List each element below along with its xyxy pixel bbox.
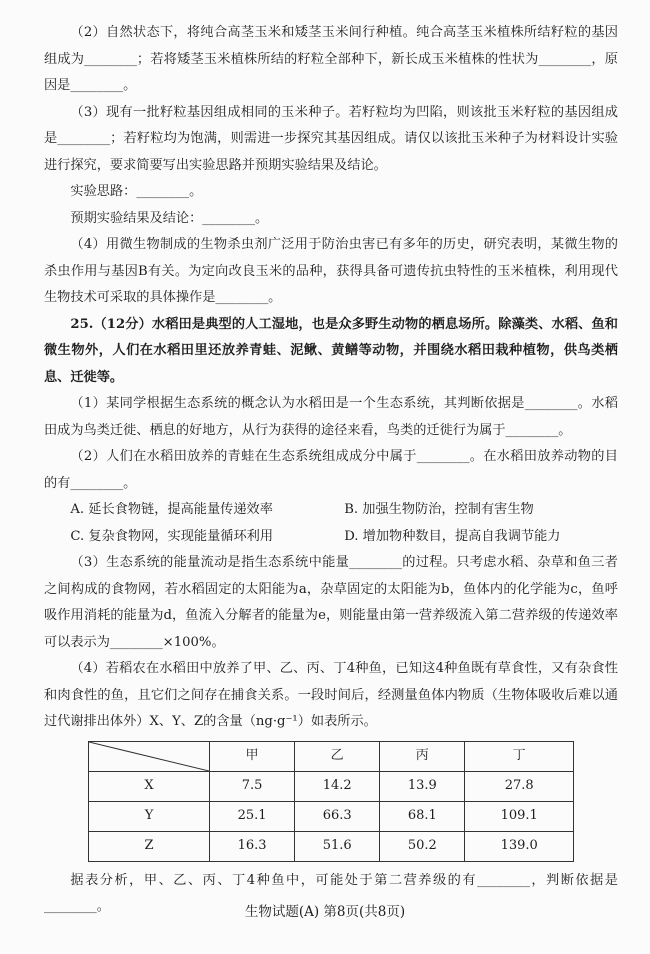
col-header: 乙 xyxy=(295,741,380,771)
q25-intro: 25.（12分）水稻田是典型的人工湿地，也是众多野生动物的栖息场所。除藻类、水稻、鱼和微生物外，人们在水稻田里还放养青蛙、泥鳅、黄鳝等动物，并围绕水稻田栽种植物，供鸟类栖息、迁徙等。 xyxy=(44,316,618,385)
q25-part3: （3）生态系统的能量流动是指生态系统中能量________的过程。只考虑水稻、杂草和鱼三者之间构成的食物网，若水稻固定的太阳能为a，杂草固定的太阳能为b，鱼体内的化学能为c，鱼呼吸作用消耗的能量为d，鱼流入分解者的能量为e，则能量由第一营养级流入第二营养级的传递效率可以表示为________×100%。 xyxy=(44,555,618,650)
table-row xyxy=(89,831,574,861)
table-cell: 68.1 xyxy=(380,801,465,831)
table-cell: 14.2 xyxy=(295,771,380,801)
table-row xyxy=(89,801,574,831)
option-b: B. 加强生物防治，控制有害生物 xyxy=(344,502,534,517)
q25-part4: （4）若稻农在水稻田中放养了甲、乙、丙、丁4种鱼，已知这4种鱼既有草食性，又有杂食性和肉食性的鱼，且它们之间存在捕食关系。一段时间后，经测量鱼体内物质（生物体吸收后难以通过代谢排出体外）X、Y、Z的含量（ng·g⁻¹）如表所示。 xyxy=(44,661,618,729)
q25-part1: （1）某同学根据生态系统的概念认为水稻田是一个生态系统，其判断依据是________。水稻田成为鸟类迁徙、栖息的好地方，从行为获得的途径来看，鸟类的迁徙行为属于________。 xyxy=(44,396,618,438)
table-header-row xyxy=(89,741,574,771)
q24-part3: （3）现有一批籽粒基因组成相同的玉米种子。若籽粒均为凹陷，则该批玉米籽粒的基因组成是________；若籽粒均为饱满，则需进一步探究其基因组成。请仅以该批玉米种子为材料设计实验进行探究，要求简要写出实验思路并预期实验结果及结论。 xyxy=(44,104,618,173)
table-cell: 50.2 xyxy=(380,831,465,861)
substance-content-table xyxy=(88,741,574,862)
table-cell: 66.3 xyxy=(295,801,380,831)
table-cell: 13.9 xyxy=(380,771,465,801)
table-cell: 139.0 xyxy=(465,831,574,861)
table-cell: 7.5 xyxy=(210,771,295,801)
table-cell: 16.3 xyxy=(210,831,295,861)
q25-part2: （2）人们在水稻田放养的青蛙在生态系统组成成分中属于________。在水稻田放养动物的目的有________。 xyxy=(44,449,618,491)
col-header: 丁 xyxy=(465,741,574,771)
q25-options xyxy=(44,497,618,550)
col-header: 丙 xyxy=(380,741,465,771)
option-c: C. 复杂食物网，实现能量循环利用 xyxy=(70,528,274,544)
option-a: A. 延长食物链，提高能量传递效率 xyxy=(70,502,273,517)
table-cell: 51.6 xyxy=(295,831,380,861)
q24-expected-result: 预期实验结果及结论：________。 xyxy=(70,210,269,226)
page-footer: 生物试题(A) 第8页(共8页) xyxy=(244,904,406,920)
diagonal-line xyxy=(89,742,209,771)
q24-part2: （2）自然状态下，将纯合高茎玉米和矮茎玉米间行种植。纯合高茎玉米植株所结籽粒的基因组成为________；若将矮茎玉米植株所结的籽粒全部种下，新长成玉米植株的性状为________，原因是________。 xyxy=(44,25,618,93)
table-cell: 109.1 xyxy=(465,801,574,831)
table-cell: 25.1 xyxy=(210,801,295,831)
q24-part4: （4）用微生物制成的生物杀虫剂广泛用于防治虫害已有多年的历史，研究表明，某微生物的杀虫作用与基因B有关。为定向改良玉米的品种，获得具备可遗传抗虫特性的玉米植株，利用现代生物技术可采取的具体操作是________。 xyxy=(44,237,618,305)
row-label: Z xyxy=(89,831,210,861)
q24-experiment-idea: 实验思路：________。 xyxy=(70,184,203,199)
option-d: D. 增加物种数目，提高自我调节能力 xyxy=(344,528,561,544)
q25-part4-question: 据表分析，甲、乙、丙、丁4种鱼中，可能处于第二营养级的有________，判断依据是________。 xyxy=(44,872,618,914)
row-label: Y xyxy=(89,801,210,831)
table-cell: 27.8 xyxy=(465,771,574,801)
table-corner-cell xyxy=(89,741,210,771)
page-content xyxy=(44,20,618,921)
table-row xyxy=(89,771,574,801)
row-label: X xyxy=(89,771,210,801)
col-header: 甲 xyxy=(210,741,295,771)
